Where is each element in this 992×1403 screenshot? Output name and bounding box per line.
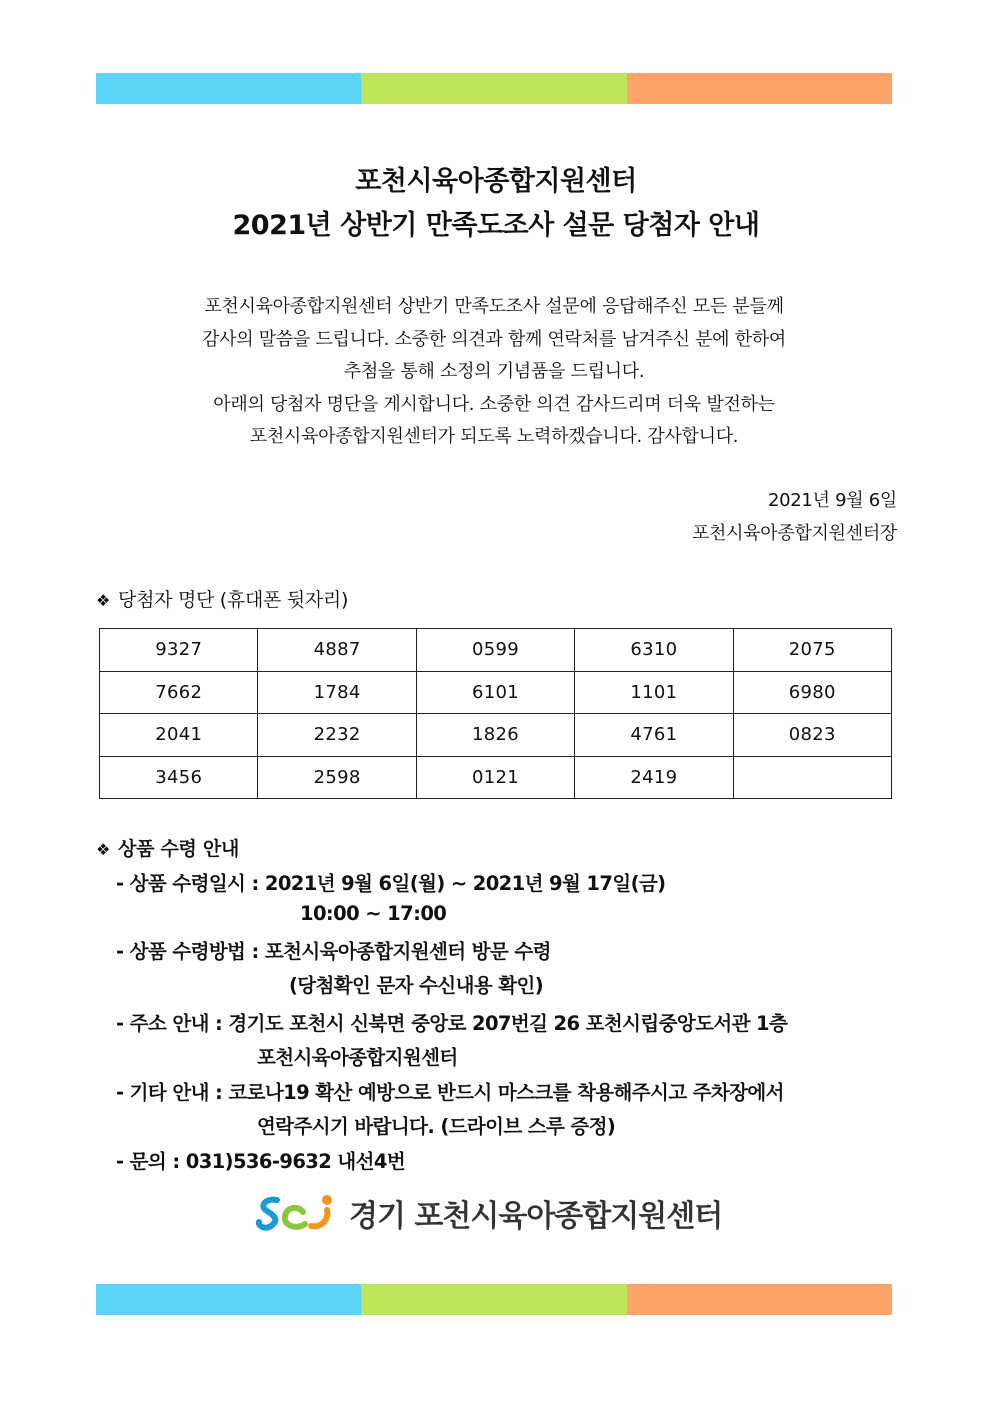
table-cell: 2419 bbox=[575, 756, 733, 799]
table-cell: 1101 bbox=[575, 671, 733, 714]
prize-date-time: 10:00 ~ 17:00 bbox=[300, 902, 447, 925]
color-bar-green bbox=[361, 73, 626, 104]
prize-etc-item: - 기타 안내 : 코로나19 확산 예방으로 반드시 마스크를 착용해주시고 주차장에서 bbox=[116, 1081, 784, 1104]
color-bar-green bbox=[361, 1284, 626, 1315]
signature-signer: 포천시육아종합지원센터장 bbox=[691, 523, 897, 544]
prize-heading-text: 상품 수령 안내 bbox=[118, 838, 240, 860]
prize-heading bbox=[96, 834, 239, 861]
signature-block bbox=[692, 484, 897, 550]
table-cell: 0823 bbox=[733, 714, 891, 757]
table-cell: 2598 bbox=[258, 756, 416, 799]
table-cell: 6310 bbox=[575, 629, 733, 672]
color-bar-orange bbox=[627, 73, 892, 104]
diamond-bullet-icon: ❖ bbox=[96, 840, 111, 859]
intro-paragraph bbox=[96, 291, 892, 454]
diamond-bullet-icon: ❖ bbox=[96, 591, 111, 610]
signature-date: 2021년 9월 6일 bbox=[767, 490, 897, 511]
table-cell: 1784 bbox=[258, 671, 416, 714]
table-cell: 4761 bbox=[575, 714, 733, 757]
prize-contact: - 문의 : 031)536-9632 내선4번 bbox=[116, 1150, 406, 1173]
table-row bbox=[100, 671, 892, 714]
color-bar-orange bbox=[627, 1284, 892, 1315]
winners-heading bbox=[96, 585, 348, 612]
table-cell: 4887 bbox=[258, 629, 416, 672]
table-cell: 2232 bbox=[258, 714, 416, 757]
table-row bbox=[100, 714, 892, 757]
center-logo bbox=[255, 1190, 722, 1236]
winners-heading-text: 당첨자 명단 (휴대폰 뒷자리) bbox=[118, 589, 349, 611]
table-cell: 0121 bbox=[416, 756, 574, 799]
prize-method-item: - 상품 수령방법 : 포천시육아종합지원센터 방문 수령 bbox=[116, 940, 551, 963]
logo-text: 경기 포천시육아종합지원센터 bbox=[349, 1199, 723, 1234]
table-cell: 7662 bbox=[100, 671, 258, 714]
table-cell: 3456 bbox=[100, 756, 258, 799]
prize-address-cont: 포천시육아종합지원센터 bbox=[257, 1046, 458, 1069]
intro-line: 포천시육아종합지원센터가 되도록 노력하겠습니다. 감사합니다. bbox=[249, 426, 739, 448]
prize-date-item: - 상품 수령일시 : 2021년 9월 6일(월) ~ 2021년 9월 17일(금) bbox=[116, 872, 666, 895]
title-center-name: 포천시육아종합지원센터 bbox=[355, 166, 637, 197]
prize-address-item: - 주소 안내 : 경기도 포천시 신북면 중앙로 207번길 26 포천시립중앙도서관 1층 bbox=[116, 1012, 788, 1035]
table-cell bbox=[733, 756, 891, 799]
intro-line: 포천시육아종합지원센터 상반기 만족도조사 설문에 응답해주신 모든 분들께 bbox=[204, 296, 784, 317]
prize-etc-cont: 연락주시기 바랍니다. (드라이브 스루 증정) bbox=[257, 1115, 616, 1138]
bottom-color-bar bbox=[96, 1284, 892, 1315]
table-row bbox=[100, 756, 892, 799]
table-row bbox=[100, 629, 892, 672]
table-cell: 6980 bbox=[733, 671, 891, 714]
intro-line: 감사의 말씀을 드립니다. 소중한 의견과 함께 연락처를 남겨주신 분에 한하여 bbox=[202, 328, 786, 350]
intro-line: 아래의 당첨자 명단을 게시합니다. 소중한 의견 감사드리며 더욱 발전하는 bbox=[213, 393, 775, 415]
color-bar-blue bbox=[96, 73, 361, 104]
table-cell: 2075 bbox=[733, 629, 891, 672]
prize-method-note: (당첨확인 문자 수신내용 확인) bbox=[289, 974, 544, 997]
table-cell: 9327 bbox=[100, 629, 258, 672]
color-bar-blue bbox=[96, 1284, 361, 1315]
intro-line: 추첨을 통해 소정의 기념품을 드립니다. bbox=[343, 361, 645, 383]
winners-table bbox=[99, 628, 892, 799]
table-cell: 0599 bbox=[416, 629, 574, 672]
table-cell: 6101 bbox=[416, 671, 574, 714]
title-announcement: 2021년 상반기 만족도조사 설문 당첨자 안내 bbox=[232, 210, 760, 241]
table-cell: 2041 bbox=[100, 714, 258, 757]
table-cell: 1826 bbox=[416, 714, 574, 757]
center-logo-icon bbox=[255, 1190, 341, 1236]
top-color-bar bbox=[96, 73, 892, 104]
